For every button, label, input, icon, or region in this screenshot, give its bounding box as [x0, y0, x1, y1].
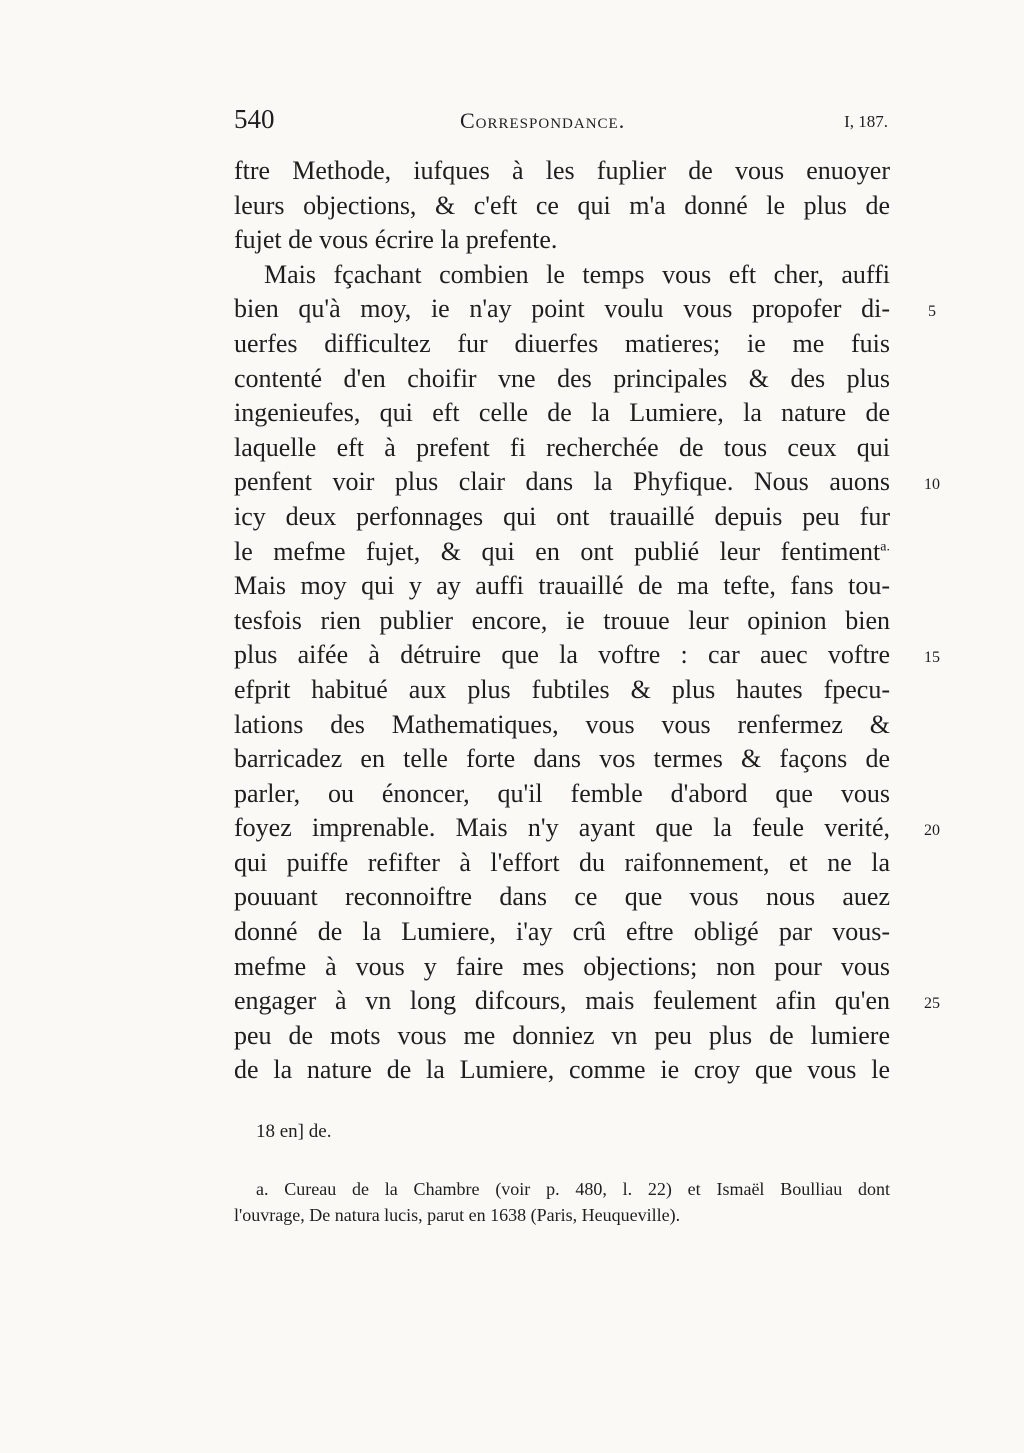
text-line: Mais fçachant combien le temps vous eft cher, auffi	[264, 259, 890, 289]
text-line: uerfes difficultez fur diuerfes matieres; ie me fuis	[234, 328, 890, 358]
text-line: contenté d'en choifir vne des principales & des plus	[234, 363, 890, 393]
text-line: leurs objections, & c'eft ce qui m'a donné le plus de	[234, 190, 890, 220]
text-line: bien qu'à moy, ie n'ay point voulu vous propofer di-	[234, 294, 890, 324]
text-line: mefme à vous y faire mes objections; non pour vous	[234, 951, 890, 981]
variant-note: 18 en] de.	[256, 1121, 332, 1142]
text-line: donné de la Lumiere, i'ay crû eftre obligé par vous-	[234, 917, 890, 947]
text-line: ingenieufes, qui eft celle de la Lumiere, la nature de	[234, 398, 890, 428]
text-line: penfent voir plus clair dans la Phyfique. Nous auons	[234, 467, 890, 497]
line-number: 10	[924, 476, 940, 493]
text-line: peu de mots vous me donniez vn peu plus de lumiere	[234, 1020, 890, 1050]
footnote-line: a. Cureau de la Chambre (voir p. 480, l. 22) et Ismaël Boulliau dont	[256, 1179, 890, 1199]
line-number: 25	[924, 995, 940, 1012]
line-number: 15	[924, 649, 940, 666]
text-line: icy deux perfonnages qui ont trauaillé depuis peu fur	[234, 501, 890, 531]
body-text	[234, 154, 890, 1088]
footnote-marker: a.	[880, 538, 890, 554]
text-line: le mefme fujet, & qui en ont publié leur fentiment$^{a.}$	[234, 536, 890, 566]
text-line: lations des Mathematiques, vous vous renfermez &	[234, 709, 890, 739]
page-number: 540	[234, 104, 275, 134]
footnote	[234, 1176, 890, 1228]
text-line: plus aifée à détruire que la voftre : car auec voftre	[234, 640, 890, 670]
text-line: de la nature de la Lumiere, comme ie croy que vous le	[234, 1055, 890, 1085]
text-line: tesfois rien publier encore, ie trouue leur opinion bien	[234, 605, 890, 635]
text-line: qui puiffe refifter à l'effort du raifonnement, et ne la	[234, 847, 890, 877]
text-line: pouuant reconnoiftre dans ce que vous nous auez	[234, 882, 890, 912]
volume-reference: I, 187.	[844, 112, 888, 131]
footnote-line: l'ouvrage, De natura lucis, parut en 1638 (Paris, Heuqueville).	[234, 1205, 681, 1225]
page-header	[234, 104, 892, 140]
text-line: laquelle eft à prefent fi recherchée de tous ceux qui	[234, 432, 890, 462]
text-line: engager à vn long difcours, mais feulement afin qu'en	[234, 986, 890, 1016]
text-line: Mais moy qui y ay auffi trauaillé de ma tefte, fans tou-	[234, 571, 890, 601]
line-number: 20	[924, 822, 940, 839]
text-line: barricadez en telle forte dans vos termes & façons de	[234, 744, 890, 774]
running-title: Correspondance.	[460, 108, 626, 133]
text-line: parler, ou énoncer, qu'il femble d'abord que vous	[234, 778, 890, 808]
text-line: ftre Methode, iufques à les fuplier de vous enuoyer	[234, 156, 890, 185]
text-line: fujet de vous écrire la prefente.	[234, 225, 558, 255]
text-line: foyez imprenable. Mais n'y ayant que la feule verité,	[234, 813, 890, 843]
line-number: 5	[928, 303, 936, 320]
text-line: efprit habitué aux plus fubtiles & plus hautes fpecu-	[234, 674, 890, 704]
